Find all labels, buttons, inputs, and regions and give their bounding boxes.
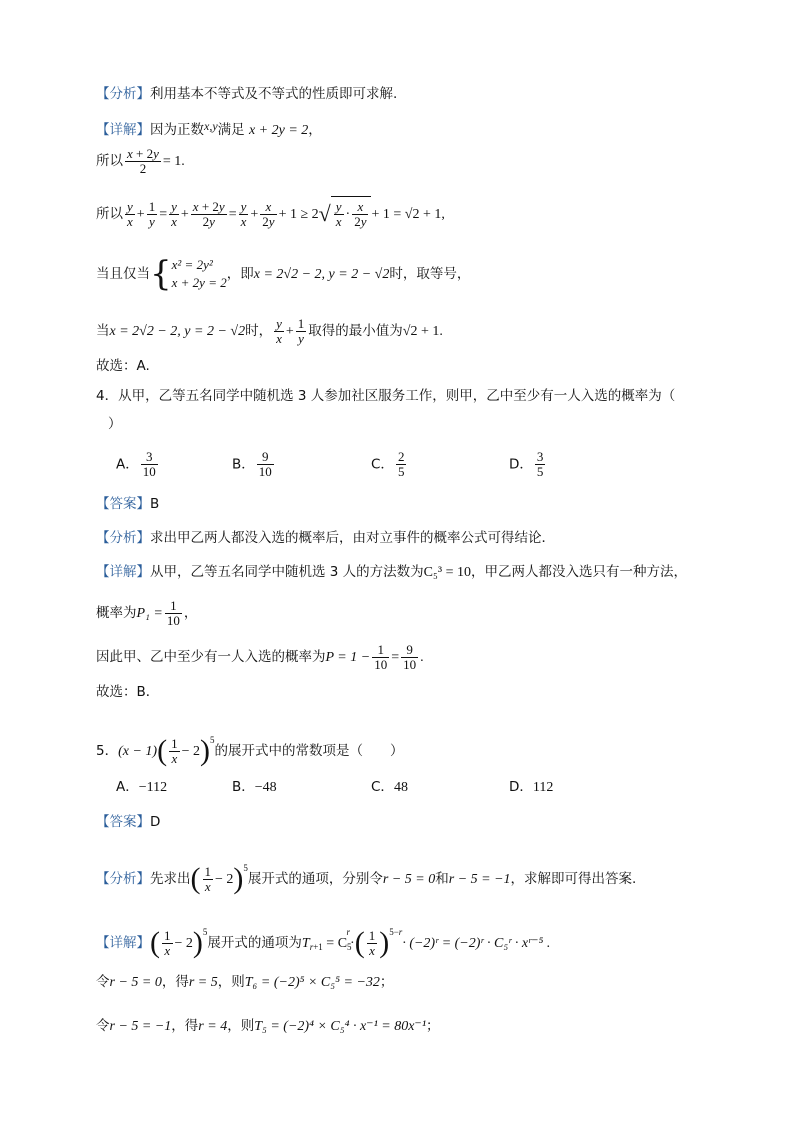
brace: {: [150, 254, 172, 294]
q4-option-a[interactable]: [116, 450, 160, 479]
fraction: $\frac{1}{10}$: [166, 597, 180, 628]
detail-equation: · (−2)ʳ = (−2)ʳ · C₅ʳ · xʳ⁻⁵ .: [402, 936, 551, 951]
q4-detail-line-3: [96, 640, 424, 675]
q5-stem-text: 的展开式中的常数项是（ ）: [214, 743, 404, 759]
fraction: $\frac{y}{x}$: [335, 198, 342, 229]
detail-text: 所以: [96, 153, 123, 169]
fraction: $\frac{1}{y}$: [297, 315, 305, 346]
analysis-text: 先求出: [150, 871, 191, 887]
detail-line-1: [96, 116, 322, 141]
detail-text: 时，取等号，: [389, 266, 471, 282]
q4-option-d[interactable]: [509, 450, 547, 479]
q5-option-c[interactable]: [371, 778, 408, 797]
detail-text: 因此甲、乙中至少有一人入选的概率为: [96, 649, 326, 665]
fraction: $\frac{x}{2y}$: [354, 198, 367, 229]
detail-line-3: 所以 $\frac{y}{x}$ + $\frac{1}{y}$ = $\frac{y}{x}$ + $\frac{x + 2y}{2y}$ = $\frac{y}{x}$ + $\frac{x}{2y}$ + 1 ≥ 2√ $\frac{y}{x}$ · $\frac{x}{2y}$ + 1 = √2 + 1,: [96, 196, 445, 232]
q5-number: 5．: [96, 743, 119, 759]
detail-text: .: [420, 650, 424, 665]
option-fraction: [535, 450, 546, 479]
detail-text: ，则: [217, 974, 245, 990]
option-label: A．: [116, 779, 139, 795]
q5-option-b[interactable]: [232, 778, 277, 797]
q4-stem-close-text: ）: [108, 416, 122, 432]
detail-text: 从甲，乙等五名同学中随机选 3 人的方法数为: [150, 564, 424, 580]
option-label: C．: [371, 779, 394, 795]
option-fraction: [141, 450, 158, 479]
detail-equation: √2 + 1.: [402, 324, 443, 339]
q4-detail-line-1: [96, 562, 687, 583]
fraction: $\frac{1}{x}$: [171, 735, 178, 766]
answer-value: B: [150, 496, 160, 512]
q5-analysis: 【分析】先求出( $\frac{1}{x}$ − 2)$^5$展开式的通项，分别令r − 5 = 0和r − 5 = −1，求解即可得出答案.: [96, 862, 637, 895]
detail-equation: T₅ = (−2)⁴ × C₅⁴ · x⁻¹ = 80x⁻¹: [254, 1019, 427, 1034]
detail-equation: r − 5 = 0: [109, 975, 162, 990]
detail-tag: 【详解】: [96, 935, 150, 951]
detail-equation: x = 2√2 − 2, y = 2 − √2: [109, 324, 246, 339]
detail-equation: x + 2y = 2: [248, 123, 309, 138]
choice-text: 故选：B．: [96, 684, 160, 700]
fraction-den: 10: [258, 464, 272, 479]
option-label: A．: [116, 456, 139, 473]
fraction: $\frac{1}{10}$: [374, 641, 388, 672]
choice-text: 故选：A.: [96, 358, 150, 374]
fraction: $\frac{9}{10}$: [403, 641, 417, 672]
detail-equation: T₆ = (−2)⁵ × C₅⁵ = −32: [244, 975, 380, 990]
detail-text: 展开式的通项为: [207, 935, 302, 951]
analysis-text: 和: [435, 871, 449, 887]
option-label: D．: [509, 779, 533, 795]
analysis-tag: 【分析】: [96, 871, 150, 887]
q5-answer: [96, 812, 160, 832]
option-label: C．: [371, 456, 394, 473]
detail-text: 概率为: [96, 605, 137, 621]
analysis-text: 利用基本不等式及不等式的性质即可求解.: [150, 86, 398, 102]
fraction: $\frac{1}{x}$: [164, 927, 171, 958]
fraction: $\frac{y}{x}$: [276, 315, 282, 346]
detail-text: 令: [96, 974, 110, 990]
detail-equation: =: [391, 650, 400, 665]
detail-tag: 【详解】: [96, 564, 150, 580]
fraction: $\frac{1}{x}$: [204, 863, 211, 894]
detail-text: 所以: [96, 206, 123, 222]
q4-option-b[interactable]: [232, 450, 276, 479]
fraction-num: 3: [141, 450, 158, 465]
system-eq-2: x + 2y = 2: [171, 275, 227, 290]
analysis-equation: r − 5 = −1: [448, 872, 511, 887]
fraction-num: 9: [257, 450, 274, 465]
q4-choice: [96, 682, 159, 702]
detail-equation: P₁ =: [136, 606, 163, 621]
detail-equation: = 1.: [162, 154, 185, 169]
detail-text: ，则: [227, 1018, 255, 1034]
analysis-text: 展开式的通项，分别令: [247, 871, 383, 887]
detail-equation: x = 2√2 − 2, y = 2 − √2: [253, 267, 390, 282]
option-value: −48: [254, 780, 277, 795]
q4-stem: [96, 386, 675, 406]
analysis-text: 求出甲乙两人都没入选的概率后，由对立事件的概率公式可得结论．: [150, 530, 555, 546]
q5-stem: 5．(x − 1)( $\frac{1}{x}$ − 2)$^5$的展开式中的常数项是（ ）: [96, 734, 404, 767]
detail-tag: 【详解】: [96, 122, 150, 138]
detail-equation: r = 5: [188, 975, 218, 990]
equation-system: [172, 256, 227, 292]
detail-text: ，即: [226, 266, 254, 282]
fraction: $\frac{1}{x}$: [368, 927, 376, 958]
q5-detail-line-1: 【详解】( $\frac{1}{x}$ − 2)$^5$展开式的通项为$T_{r+1} = C_5^r\cdot$( $\frac{1}{x}$ )$^{5-r}$· (−2)ʳ = (−2)ʳ · C₅ʳ · xʳ⁻⁵ .: [96, 926, 551, 959]
option-fraction: [396, 450, 407, 479]
fraction-num: 2: [397, 449, 405, 464]
detail-text: ，得: [171, 1018, 199, 1034]
choice-line-1: [96, 356, 150, 376]
detail-text: ；: [426, 1018, 440, 1034]
fraction-den: 10: [142, 464, 156, 479]
answer-tag: 【答案】: [96, 496, 150, 512]
analysis-tag: 【分析】: [96, 86, 150, 102]
detail-line-4: [96, 254, 470, 295]
detail-text: 当: [96, 323, 110, 339]
detail-text: 满足: [217, 122, 245, 138]
option-label: B．: [232, 456, 255, 473]
option-value: −112: [138, 780, 168, 795]
q5-detail-line-3: [96, 1016, 440, 1037]
fraction: $\frac{y}{x}$: [127, 198, 133, 229]
detail-equation: P = 1 −: [325, 650, 371, 665]
q5-option-d[interactable]: [509, 778, 553, 797]
analysis-tag: 【分析】: [96, 530, 150, 546]
q4-detail-line-2: [96, 596, 197, 631]
analysis-text: ，求解即可得出答案.: [510, 871, 637, 887]
detail-vars: x,y: [204, 119, 218, 133]
detail-text: ，: [183, 605, 198, 621]
q4-option-c[interactable]: [371, 450, 408, 479]
detail-equation: + 1 = √2 + 1,: [371, 207, 445, 222]
q4-stem-close: [108, 414, 122, 434]
fraction: $\frac{x}{2y}$: [262, 198, 275, 229]
detail-line-2: [96, 146, 185, 177]
q5-option-a[interactable]: [116, 778, 167, 797]
detail-text: 时，: [245, 323, 273, 339]
fraction: $\frac{x + 2y}{2}$: [127, 145, 159, 176]
detail-equation: r = 4: [198, 1019, 228, 1034]
q4-stem-text: 4．从甲，乙等五名同学中随机选 3 人参加社区服务工作，则甲，乙中至少有一人入选的概率为（: [96, 388, 676, 404]
analysis-equation: r − 5 = 0: [382, 872, 436, 887]
q4-analysis: [96, 528, 555, 548]
detail-equation: r − 5 = −1: [109, 1019, 172, 1034]
q5-detail-line-2: [96, 972, 393, 993]
fraction: $\frac{y}{x}$: [240, 198, 247, 229]
system-eq-1: x² = 2y²: [171, 257, 213, 272]
fraction-num: 3: [536, 449, 544, 464]
fraction: $\frac{y}{x}$: [171, 198, 177, 229]
detail-text: 取得的最小值为: [308, 323, 403, 339]
analysis-line-1: [96, 84, 397, 104]
fraction-den: 5: [397, 464, 405, 479]
answer-value: D: [150, 814, 161, 830]
detail-line-5: 当x = 2√2 − 2, y = 2 − √2时， $\frac{y}{x}$ + $\frac{1}{y}$ 取得的最小值为√2 + 1.: [96, 315, 443, 346]
answer-tag: 【答案】: [96, 814, 150, 830]
option-value: 112: [532, 780, 554, 795]
option-value: 48: [393, 780, 408, 795]
fraction-den: 5: [536, 464, 544, 479]
fraction: $\frac{1}{y}$: [148, 198, 156, 229]
q4-answer: [96, 494, 159, 514]
detail-text: 当且仅当: [96, 266, 150, 282]
option-label: B．: [232, 779, 255, 795]
option-label: D．: [509, 456, 533, 473]
option-fraction: [257, 450, 274, 479]
detail-equation: C₅³ = 10: [423, 565, 471, 580]
detail-text: ，得: [161, 974, 189, 990]
fraction: $\frac{x + 2y}{2y}$: [192, 198, 225, 229]
detail-text: 令: [96, 1018, 110, 1034]
detail-text: 因为正数: [150, 122, 204, 138]
detail-text: ，: [308, 122, 322, 138]
detail-text: ，甲乙两人都没入选只有一种方法，: [470, 564, 687, 580]
detail-text: ；: [379, 974, 394, 990]
